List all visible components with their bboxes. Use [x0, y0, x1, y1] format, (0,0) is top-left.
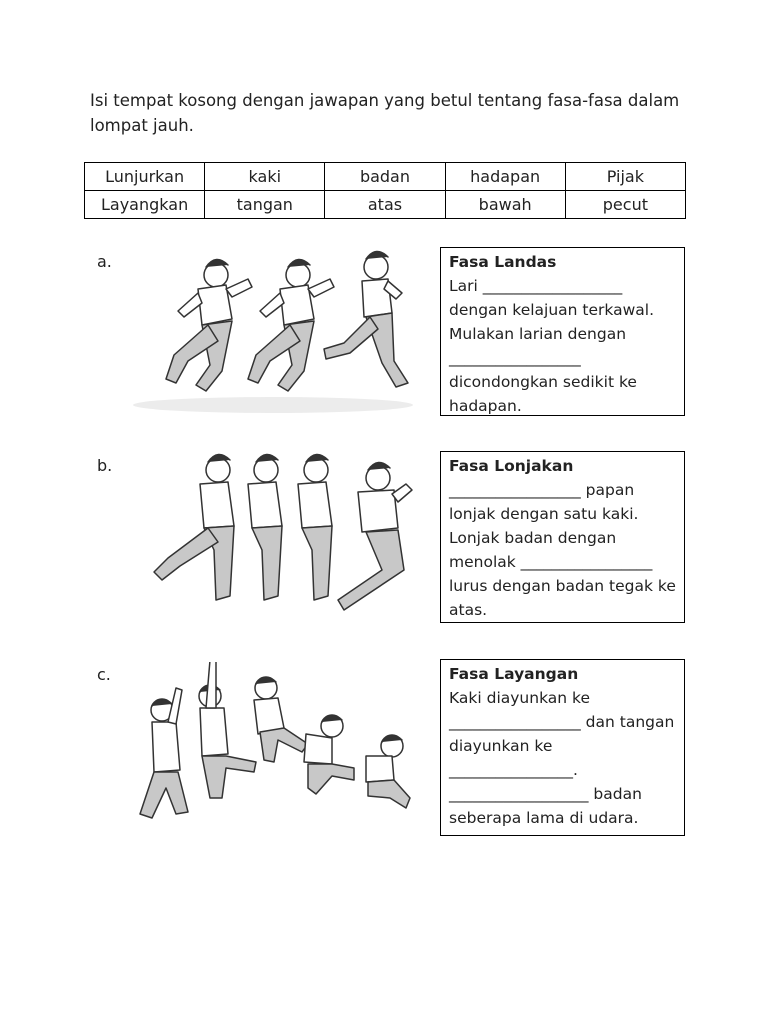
- word-bank-cell: Pijak: [565, 163, 685, 191]
- takeoff-boys-illustration-icon: [128, 450, 418, 620]
- answer-box-fasa-lonjakan: [440, 451, 685, 623]
- word-bank-cell: Lunjurkan: [85, 163, 205, 191]
- item-letter-a: a.: [97, 252, 112, 271]
- item-letter-c: c.: [97, 665, 111, 684]
- box-text: Lari __________________ dengan kelajuan terkawal. Mulakan larian dengan _________________ dicondongkan sedikit ke hadapan.: [449, 277, 655, 415]
- box-text: _________________ papan lonjak dengan satu kaki. Lonjak badan dengan menolak _________________ lurus dengan badan tegak ke atas.: [449, 481, 676, 619]
- word-bank-table: [84, 162, 686, 219]
- word-bank-cell: badan: [325, 163, 445, 191]
- word-bank-cell: atas: [325, 191, 445, 219]
- box-title: Fasa Lonjakan: [449, 457, 574, 475]
- answer-box-fasa-layangan: [440, 659, 685, 836]
- answer-box-fasa-landas: [440, 247, 685, 416]
- word-bank-cell: kaki: [205, 163, 325, 191]
- word-bank-cell: tangan: [205, 191, 325, 219]
- word-bank-cell: hadapan: [445, 163, 565, 191]
- word-bank-cell: bawah: [445, 191, 565, 219]
- word-bank-cell: pecut: [565, 191, 685, 219]
- running-boys-illustration-icon: [128, 245, 418, 415]
- word-bank-row: [85, 191, 686, 219]
- flight-boys-illustration-icon: [128, 662, 418, 832]
- word-bank-row: [85, 163, 686, 191]
- word-bank-cell: Layangkan: [85, 191, 205, 219]
- box-title: Fasa Layangan: [449, 665, 579, 683]
- item-letter-b: b.: [97, 456, 113, 475]
- box-text: Kaki diayunkan ke _________________ dan tangan diayunkan ke ________________. __________________ badan seberapa lama di udara.: [449, 689, 675, 827]
- box-title: Fasa Landas: [449, 253, 557, 271]
- instruction-text: Isi tempat kosong dengan jawapan yang betul tentang fasa-fasa dalam lompat jauh.: [90, 91, 680, 135]
